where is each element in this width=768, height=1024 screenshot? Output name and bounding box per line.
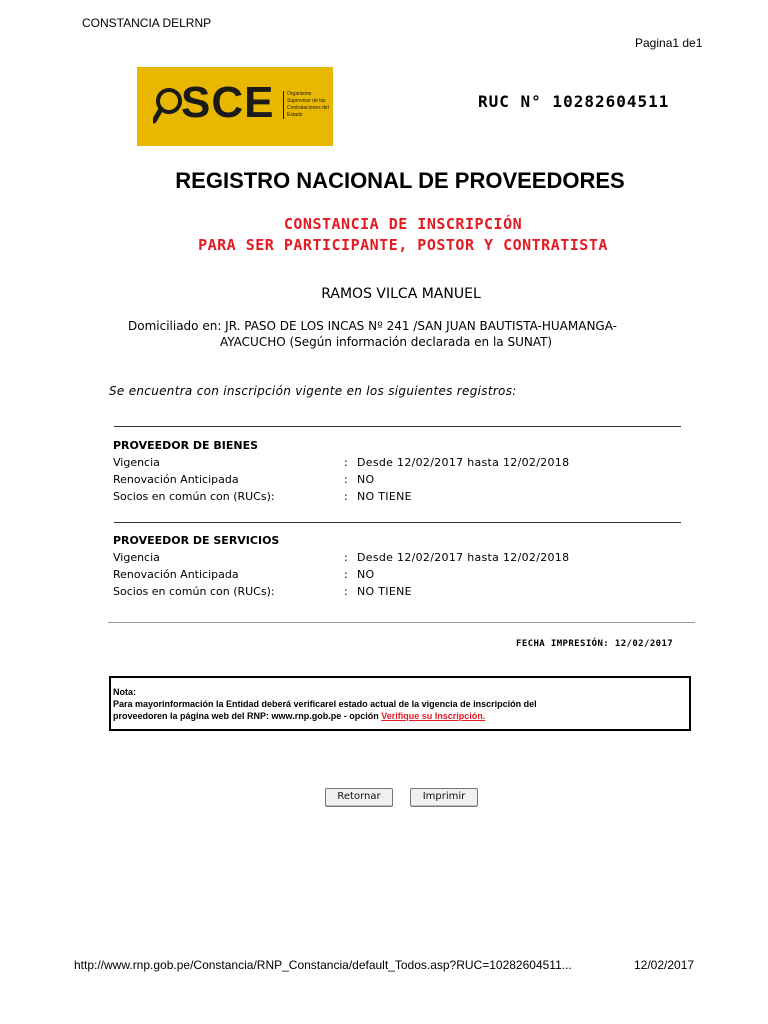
divider bbox=[108, 622, 695, 623]
page-number: Pagina1 de1 bbox=[635, 36, 703, 50]
back-button[interactable]: Retornar bbox=[325, 788, 393, 807]
note-line-2-text: proveedoren la página web del RNP: www.rnp.gob.pe - opción bbox=[113, 711, 382, 721]
row-label: Socios en común con (RUCs): bbox=[113, 490, 275, 503]
address-line-2: AYACUCHO (Según información declarada en la SUNAT) bbox=[220, 335, 553, 349]
print-header-title: CONSTANCIA DELRNP bbox=[82, 16, 212, 30]
verify-inscription-link[interactable]: Verifique su Inscripción. bbox=[381, 711, 486, 721]
section-title-bienes: PROVEEDOR DE BIENES bbox=[113, 439, 259, 452]
subtitle-line-1: CONSTANCIA DE INSCRIPCIÓN bbox=[283, 215, 523, 233]
row-colon: : bbox=[344, 551, 348, 564]
print-button[interactable]: Imprimir bbox=[410, 788, 478, 807]
magnifier-icon bbox=[153, 87, 183, 127]
footer-url: http://www.rnp.gob.pe/Constancia/RNP_Constancia/default_Todos.asp?RUC=10282604511... bbox=[74, 958, 572, 972]
row-label: Vigencia bbox=[113, 551, 160, 564]
row-label: Socios en común con (RUCs): bbox=[113, 585, 275, 598]
row-label: Renovación Anticipada bbox=[113, 568, 239, 581]
row-value: Desde 12/02/2017 hasta 12/02/2018 bbox=[357, 551, 570, 564]
note-title: Nota: bbox=[113, 687, 136, 697]
divider bbox=[114, 426, 681, 427]
row-value: NO TIENE bbox=[357, 490, 412, 503]
row-value: NO bbox=[357, 568, 375, 581]
row-colon: : bbox=[344, 490, 348, 503]
row-value: Desde 12/02/2017 hasta 12/02/2018 bbox=[357, 456, 570, 469]
footer-date: 12/02/2017 bbox=[634, 958, 695, 972]
row-value: NO bbox=[357, 473, 375, 486]
osce-logo bbox=[137, 67, 333, 146]
divider bbox=[114, 522, 681, 523]
ruc-number: RUC N° 10282604511 bbox=[478, 92, 670, 111]
row-colon: : bbox=[344, 473, 348, 486]
address-line-1: Domiciliado en: JR. PASO DE LOS INCAS Nº 241 /SAN JUAN BAUTISTA-HUAMANGA- bbox=[128, 319, 617, 333]
note-box bbox=[109, 676, 691, 731]
subtitle-line-2: PARA SER PARTICIPANTE, POSTOR Y CONTRATISTA bbox=[198, 236, 608, 254]
section-title-servicios: PROVEEDOR DE SERVICIOS bbox=[113, 534, 280, 547]
row-label: Vigencia bbox=[113, 456, 160, 469]
note-line-2 bbox=[113, 710, 689, 722]
logo-wordmark: SCE bbox=[181, 78, 275, 127]
print-date: FECHA IMPRESIÓN: 12/02/2017 bbox=[516, 639, 674, 649]
row-colon: : bbox=[344, 568, 348, 581]
row-colon: : bbox=[344, 456, 348, 469]
registry-intro: Se encuentra con inscripción vigente en los siguientes registros: bbox=[109, 384, 517, 398]
row-label: Renovación Anticipada bbox=[113, 473, 239, 486]
page-title: REGISTRO NACIONAL DE PROVEEDORES bbox=[175, 168, 625, 193]
logo-subtitle: Organismo Supervisor de las Contrataciones del Estado bbox=[283, 91, 335, 119]
row-colon: : bbox=[344, 585, 348, 598]
provider-name: RAMOS VILCA MANUEL bbox=[321, 286, 481, 302]
note-line-1: Para mayorinformación la Entidad deberá verificarel estado actual de la vigencia de inscripción del bbox=[113, 699, 537, 709]
row-value: NO TIENE bbox=[357, 585, 412, 598]
